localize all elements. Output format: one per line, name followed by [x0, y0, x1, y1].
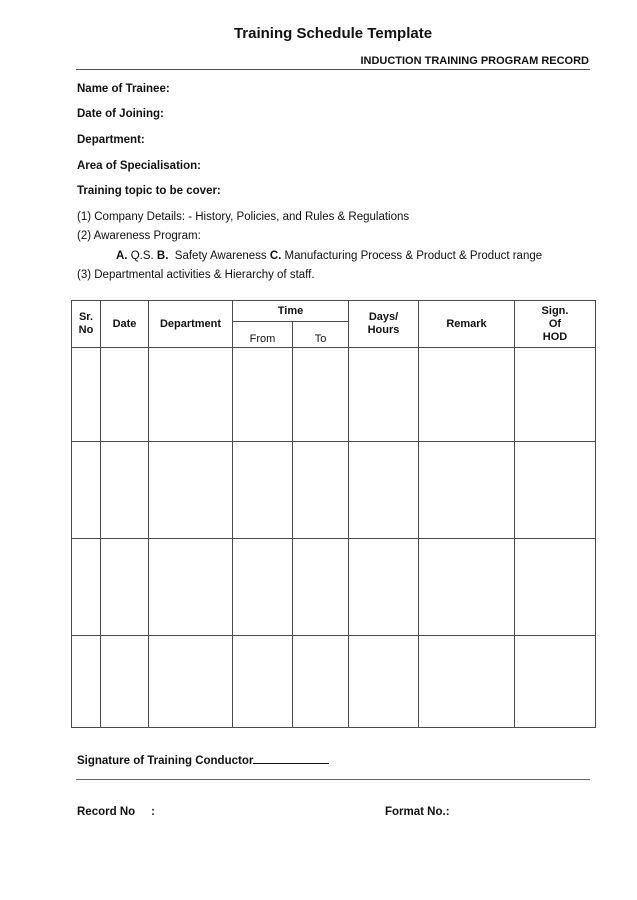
- cell-from[interactable]: [233, 348, 293, 442]
- document-title: Training Schedule Template: [233, 25, 433, 42]
- date-of-joining-label: Date of Joining:: [77, 108, 164, 120]
- trainee-name-label: Name of Trainee:: [77, 83, 170, 95]
- cell-days-hours[interactable]: [349, 348, 419, 442]
- cell-date[interactable]: [101, 539, 149, 636]
- cell-to[interactable]: [293, 348, 349, 442]
- subitem-a-label: A.: [116, 250, 128, 262]
- record-no-field: [77, 806, 155, 818]
- header-time: Time: [233, 301, 349, 322]
- table-row: [72, 539, 596, 636]
- topic-item-2-subitems: [116, 250, 542, 262]
- header-remark: Remark: [419, 301, 515, 348]
- department-label: Department:: [77, 134, 145, 146]
- cell-from[interactable]: [233, 539, 293, 636]
- table-row: [72, 636, 596, 728]
- signature-line: [77, 753, 329, 767]
- cell-sr-no[interactable]: [72, 348, 101, 442]
- cell-sign-hod[interactable]: [515, 442, 596, 539]
- cell-remark[interactable]: [419, 442, 515, 539]
- subitem-c-label: C.: [269, 250, 282, 262]
- cell-department[interactable]: [149, 539, 233, 636]
- header-date: Date: [101, 301, 149, 348]
- area-of-specialisation-label: Area of Specialisation:: [77, 160, 201, 172]
- cell-sign-hod[interactable]: [515, 539, 596, 636]
- cell-days-hours[interactable]: [349, 539, 419, 636]
- subitem-b-text: Safety Awareness: [168, 250, 270, 262]
- cell-sr-no[interactable]: [72, 442, 101, 539]
- cell-to[interactable]: [293, 442, 349, 539]
- header-sign-hod: Sign. Of HOD: [515, 301, 596, 348]
- record-no-label: Record No: [77, 806, 136, 818]
- cell-date[interactable]: [101, 348, 149, 442]
- subitem-b-label: B.: [156, 250, 169, 262]
- topic-item-1: (1) Company Details: - History, Policies, and Rules & Regulations: [77, 211, 410, 223]
- topic-item-3: (3) Departmental activities & Hierarchy of staff.: [77, 269, 315, 281]
- header-divider: [76, 69, 590, 70]
- cell-remark[interactable]: [419, 636, 515, 728]
- cell-date[interactable]: [101, 442, 149, 539]
- training-schedule-table: [71, 300, 596, 728]
- document-subtitle: INDUCTION TRAINING PROGRAM RECORD: [360, 55, 589, 67]
- cell-to[interactable]: [293, 539, 349, 636]
- footer-divider: [76, 779, 590, 780]
- cell-days-hours[interactable]: [349, 442, 419, 539]
- record-no-colon: :: [151, 806, 155, 818]
- cell-to[interactable]: [293, 636, 349, 728]
- cell-date[interactable]: [101, 636, 149, 728]
- format-no-label: Format No.:: [385, 806, 450, 818]
- cell-sr-no[interactable]: [72, 539, 101, 636]
- cell-sr-no[interactable]: [72, 636, 101, 728]
- cell-days-hours[interactable]: [349, 636, 419, 728]
- cell-department[interactable]: [149, 348, 233, 442]
- cell-department[interactable]: [149, 636, 233, 728]
- header-to: To: [293, 322, 349, 348]
- subitem-c-text: Manufacturing Process & Product & Product range: [281, 250, 543, 262]
- header-from: From: [233, 322, 293, 348]
- cell-from[interactable]: [233, 442, 293, 539]
- header-department: Department: [149, 301, 233, 348]
- training-topic-label: Training topic to be cover:: [77, 185, 221, 197]
- header-days-hours: Days/ Hours: [349, 301, 419, 348]
- cell-sign-hod[interactable]: [515, 636, 596, 728]
- table-row: [72, 348, 596, 442]
- signature-blank[interactable]: [253, 753, 329, 764]
- table-row: [72, 442, 596, 539]
- cell-from[interactable]: [233, 636, 293, 728]
- subitem-a-text: Q.S.: [127, 250, 157, 262]
- topic-item-2: (2) Awareness Program:: [77, 230, 201, 242]
- signature-label: Signature of Training Conductor: [77, 755, 254, 767]
- header-sr-no: Sr. No: [72, 301, 101, 348]
- cell-remark[interactable]: [419, 348, 515, 442]
- cell-department[interactable]: [149, 442, 233, 539]
- cell-sign-hod[interactable]: [515, 348, 596, 442]
- cell-remark[interactable]: [419, 539, 515, 636]
